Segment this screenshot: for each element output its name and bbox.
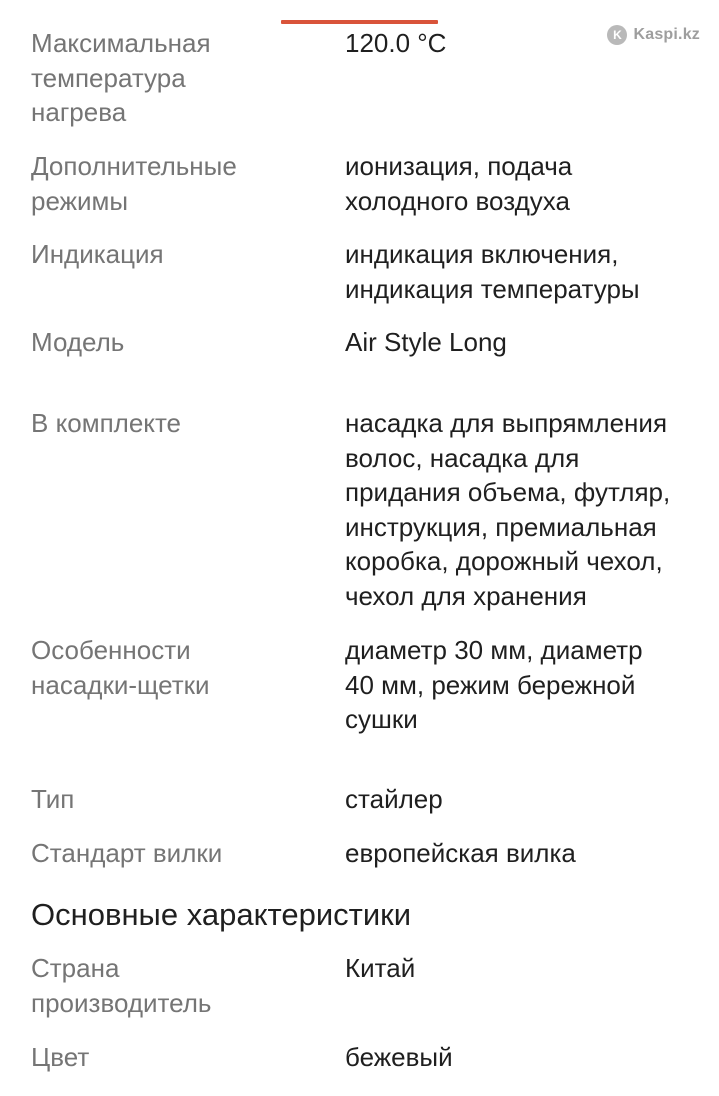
spec-value: стайлер bbox=[345, 784, 443, 814]
spec-label: Цвет bbox=[31, 1042, 90, 1072]
spec-label: Индикация bbox=[31, 239, 164, 269]
spec-label: Особенности насадки-щетки bbox=[31, 635, 210, 700]
spec-value: Air Style Long bbox=[345, 327, 507, 357]
spec-label: Страна производитель bbox=[31, 953, 212, 1018]
spec-value: индикация включения, индикация температуры bbox=[345, 239, 640, 304]
scroll-indicator-bar bbox=[281, 20, 438, 24]
spec-value: 120.0 °C bbox=[345, 28, 447, 58]
spec-value: диаметр 30 мм, диаметр 40 мм, режим бережной сушки bbox=[345, 635, 643, 734]
spec-value: европейская вилка bbox=[345, 838, 576, 868]
spec-value: ионизация, подача холодного воздуха bbox=[345, 151, 573, 216]
section-title: Основные характеристики bbox=[31, 897, 412, 932]
spec-label: Максимальная температура нагрева bbox=[31, 28, 211, 127]
spec-label: Модель bbox=[31, 327, 125, 357]
kaspi-logo-icon: K bbox=[607, 25, 627, 45]
spec-value: Китай bbox=[345, 953, 416, 983]
spec-label: Дополнительные режимы bbox=[31, 151, 237, 216]
spec-label: Тип bbox=[31, 784, 75, 814]
spec-value: бежевый bbox=[345, 1042, 453, 1072]
spec-label: Стандарт вилки bbox=[31, 838, 223, 868]
spec-value: насадка для выпрямления волос, насадка для придания объема, футляр, инструкция, премиальная коробка, дорожный чехол, чехол для хранения bbox=[345, 408, 671, 611]
spec-label: В комплекте bbox=[31, 408, 182, 438]
watermark-text: Kaspi.kz bbox=[633, 26, 700, 43]
